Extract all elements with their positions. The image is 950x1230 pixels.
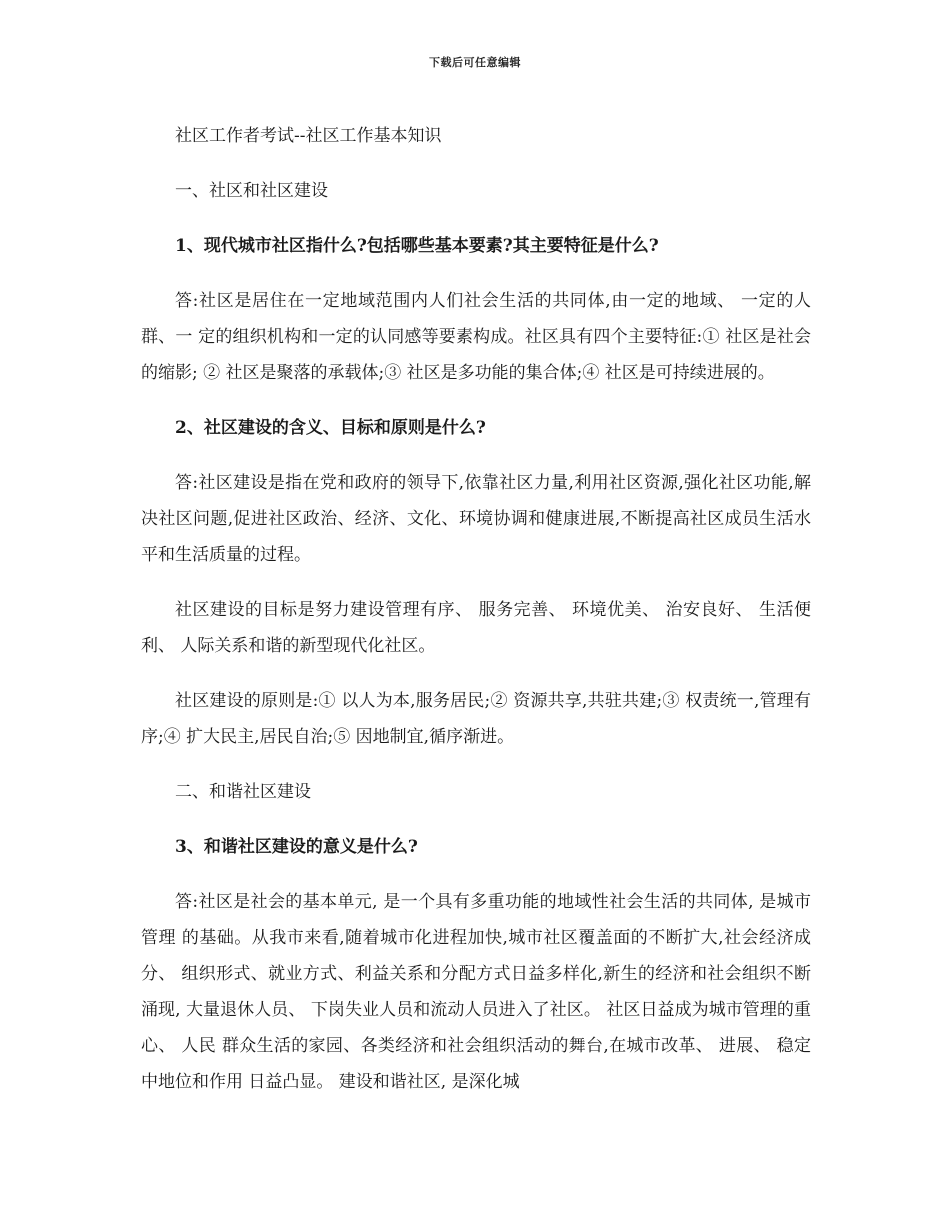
question-2: 2、社区建设的含义、目标和原则是什么? — [175, 418, 486, 438]
answer-1: 答:社区是居住在一定地域范围内人们社会生活的共同体,由一定的地域、 一定的人群、一 定的组织机构和一定的认同感等要素构成。社区具有四个主要特征:① 社区是社会的缩影; ② 社区是聚落的承载体;③ 社区是多功能的集合体;④ 社区是可持续进展的。 — [141, 291, 811, 383]
question-3: 3、和谐社区建设的意义是什么? — [175, 837, 418, 857]
answer-2-principles: 社区建设的原则是:① 以人为本,服务居民;② 资源共享,共驻共建;③ 权责统一,管理有序;④ 扩大民主,居民自治;⑤ 因地制宜,循序渐进。 — [141, 691, 811, 747]
page-header-note: 下载后可任意编辑 — [429, 56, 521, 69]
answer-3: 答:社区是社会的基本单元, 是一个具有多重功能的地域性社会生活的共同体, 是城市管理 的基础。从我市来看,随着城市化进程加快,城市社区覆盖面的不断扩大,社会经济成分、 组织形式、就业方式、利益关系和分配方式日益多样化,新生的经济和社会组织不断涌现, 大量退休人员、 下岗失业人员和流动人员进入了社区。 社区日益成为城市管理的重心、 人民 群众生活的家园、各类经济和社会组织活动的舞台,在城市改革、 进展、 稳定中地位和作用 日益凸显。 建设和谐社区, 是深化城 — [141, 892, 811, 1092]
answer-2-meaning: 答:社区建设是指在党和政府的领导下,依靠社区力量,利用社区资源,强化社区功能,解 决社区问题,促进社区政治、经济、文化、环境协调和健康进展,不断提高社区成员生活水 平和生活质量的过程。 — [141, 473, 811, 565]
question-1: 1、现代城市社区指什么?包括哪些基本要素?其主要特征是什么? — [175, 236, 659, 256]
answer-2-goal: 社区建设的目标是努力建设管理有序、 服务完善、 环境优美、 治安良好、 生活便利、 人际关系和谐的新型现代化社区。 — [141, 600, 811, 656]
document-title: 社区工作者考试--社区工作基本知识 — [175, 126, 442, 146]
section-heading-1: 一、社区和社区建设 — [175, 181, 328, 201]
section-heading-2: 二、和谐社区建设 — [175, 782, 311, 802]
document-body — [141, 118, 811, 1119]
